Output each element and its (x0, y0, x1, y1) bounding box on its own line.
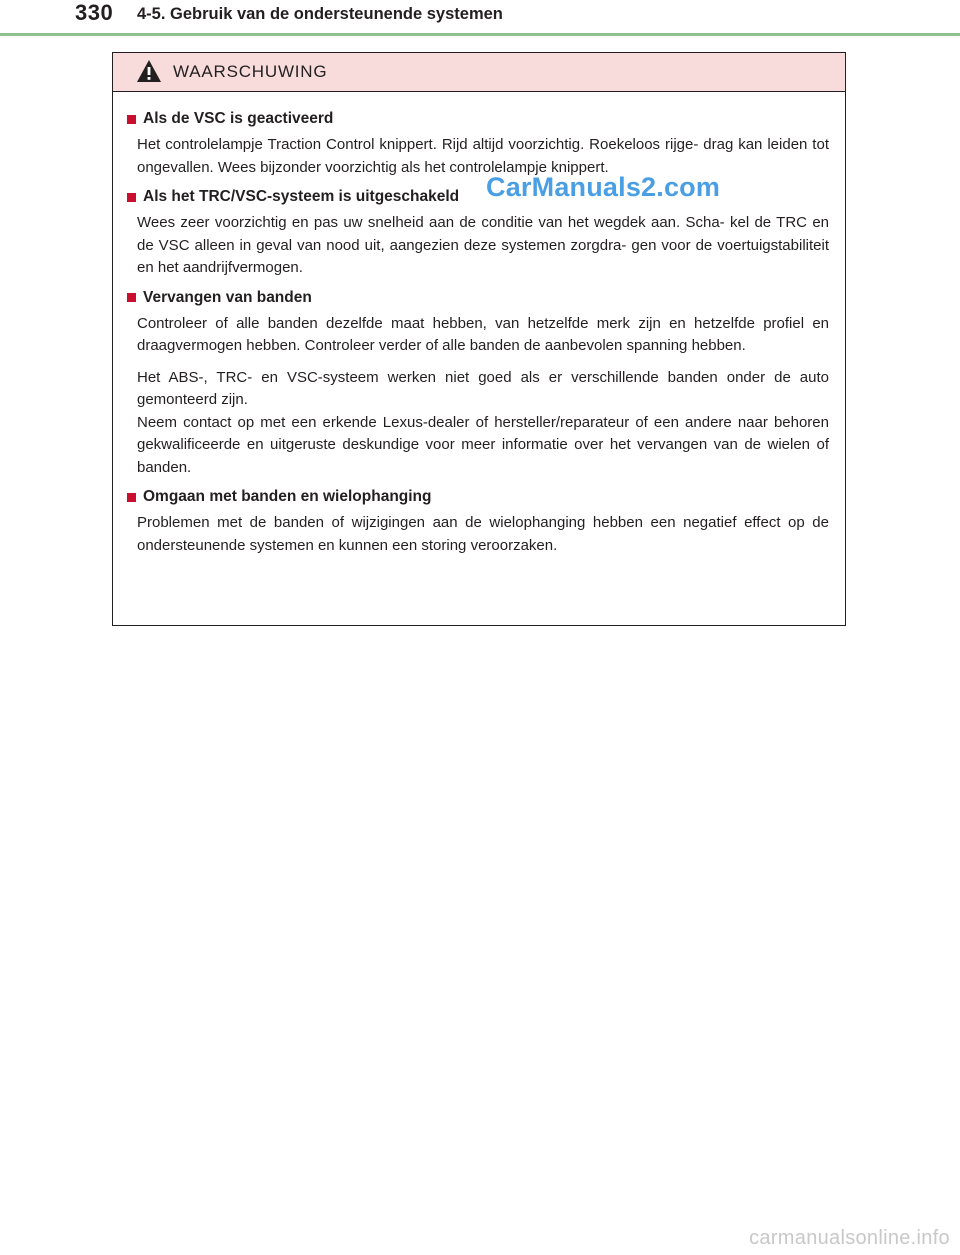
item-heading-text: Omgaan met banden en wielophanging (143, 488, 432, 505)
page-number: 330 (75, 0, 114, 25)
item-paragraph: Problemen met de banden of wijzigingen aan de wielophanging hebben een negatief effect op de ondersteunende systemen en kunnen een storing veroorzaken. (137, 514, 829, 554)
item-paragraph: Het ABS-, TRC- en VSC-systeem werken niet goed als er verschillende banden onder de auto gemonteerd zijn. (137, 368, 829, 408)
item-heading (127, 188, 829, 206)
item-heading (127, 289, 829, 307)
warning-item (127, 488, 829, 557)
item-paragraph: Neem contact op met een erkende Lexus-dealer of hersteller/reparateur of een andere naar behoren gekwalificeerde en uitgeruste deskundige voor meer informatie over het vervangen van de wielen of banden. (137, 413, 829, 476)
header-divider (0, 33, 960, 36)
warning-item (127, 289, 829, 480)
square-bullet-icon (127, 493, 136, 502)
footer-watermark: carmanualsonline.info (749, 1227, 950, 1249)
warning-title: WAARSCHUWING (173, 62, 328, 81)
warning-item (127, 188, 829, 280)
warning-box (112, 52, 846, 626)
warning-item (127, 110, 829, 179)
warning-body (113, 92, 845, 557)
page-header (0, 0, 960, 36)
warning-triangle-icon (136, 59, 162, 83)
section-title: 4-5. Gebruik van de ondersteunende systemen (137, 5, 503, 23)
watermark: CarManuals2.com (486, 172, 721, 202)
square-bullet-icon (127, 115, 136, 124)
item-heading-text: Vervangen van banden (143, 288, 312, 306)
item-paragraph: Het controlelampje Traction Control knippert. Rijd altijd voorzichtig. Roekeloos rijge- drag kan leiden tot ongevallen. Wees bijzonder voorzichtig als het controlelampje knippert. (137, 136, 829, 176)
item-paragraph: Controleer of alle banden dezelfde maat hebben, van hetzelfde merk zijn en hetzelfde profiel en draagvermogen hebben. Controleer verder of alle banden de aanbevolen spanning hebben. (137, 314, 829, 354)
item-heading (127, 110, 829, 128)
square-bullet-icon (127, 293, 136, 302)
item-paragraph: Wees zeer voorzichtig en pas uw snelheid aan de conditie van het wegdek aan. Scha- kel de TRC en de VSC alleen in geval van nood uit, aangezien deze systemen zorgdra- gen voor de voertuigstabiliteit en het aandrijfvermogen. (137, 214, 829, 276)
square-bullet-icon (127, 193, 136, 202)
item-heading (127, 488, 829, 506)
warning-header (113, 53, 845, 92)
item-heading-text: Als het TRC/VSC-systeem is uitgeschakeld (143, 188, 460, 205)
item-heading-text: Als de VSC is geactiveerd (143, 110, 334, 127)
